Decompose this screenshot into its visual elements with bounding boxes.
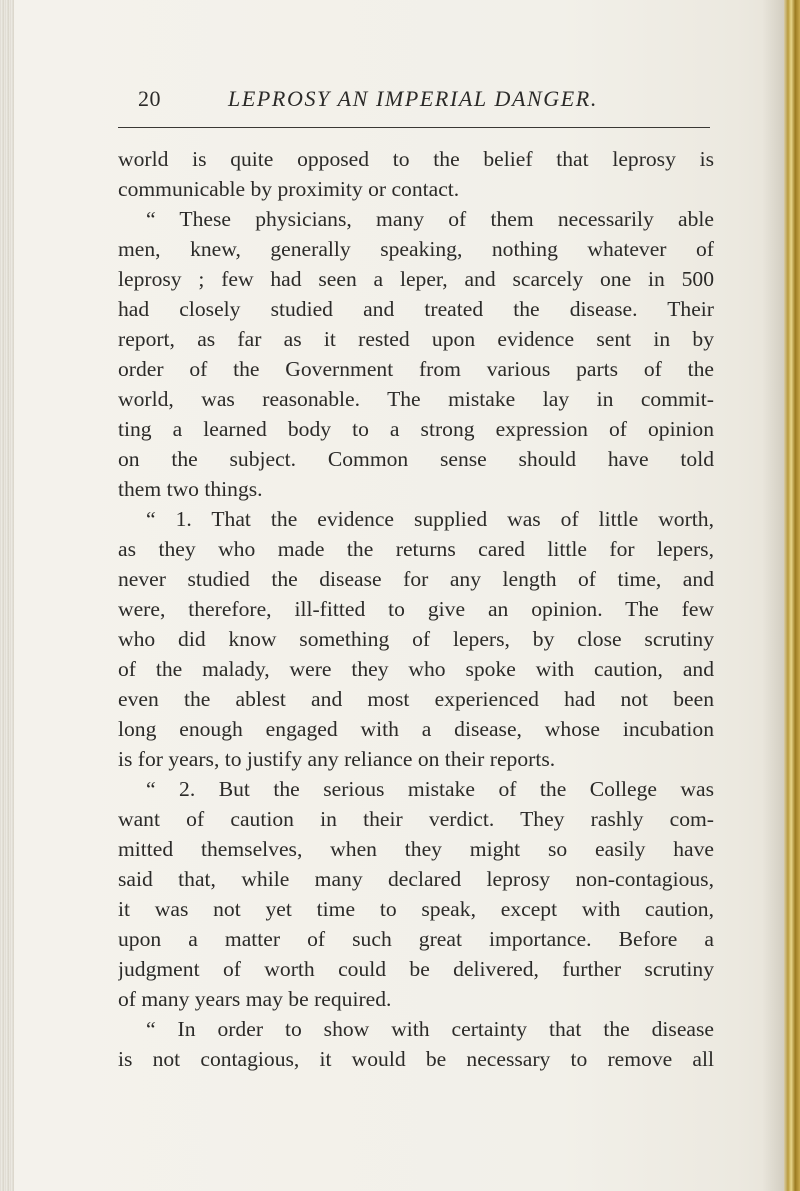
text-line: communicable by proximity or contact.: [118, 177, 460, 201]
text-line: ting a learned body to a strong expression of opinion: [118, 417, 714, 441]
running-title: LEPROSY AN IMPERIAL DANGER.: [228, 86, 598, 111]
binding-edge: [0, 0, 14, 1191]
text-line: on the subject. Common sense should have told: [118, 447, 714, 471]
page-curl-shadow: [762, 0, 784, 1191]
body-text: [118, 144, 714, 1074]
gilt-fore-edge: [784, 0, 800, 1191]
text-line: men, knew, generally speaking, nothing whatever of: [118, 237, 714, 261]
header-rule: [118, 127, 710, 128]
text-line: them two things.: [118, 477, 263, 501]
text-line: said that, while many declared leprosy non-contagious,: [118, 867, 714, 891]
text-line: “ 1. That the evidence supplied was of little worth,: [146, 507, 714, 531]
running-header: [138, 86, 718, 116]
text-line: “ 2. But the serious mistake of the College was: [146, 777, 714, 801]
text-line: never studied the disease for any length of time, and: [118, 567, 714, 591]
text-line: “ In order to show with certainty that the disease: [146, 1017, 714, 1041]
text-line: were, therefore, ill-fitted to give an opinion. The few: [118, 597, 714, 621]
text-line: order of the Government from various parts of the: [118, 357, 714, 381]
text-line: of the malady, were they who spoke with caution, and: [118, 657, 714, 681]
text-line: “ These physicians, many of them necessarily able: [146, 207, 714, 231]
text-line: leprosy ; few had seen a leper, and scarcely one in 500: [118, 267, 714, 291]
text-line: want of caution in their verdict. They rashly com-: [118, 807, 714, 831]
text-line: it was not yet time to speak, except with caution,: [118, 897, 714, 921]
text-line: upon a matter of such great importance. Before a: [118, 927, 714, 951]
text-line: report, as far as it rested upon evidence sent in by: [118, 327, 714, 351]
text-line: of many years may be required.: [118, 987, 392, 1011]
text-line: long enough engaged with a disease, whose incubation: [118, 717, 714, 741]
text-line: even the ablest and most experienced had not been: [118, 687, 714, 711]
text-line: world is quite opposed to the belief that leprosy is: [118, 147, 714, 171]
text-line: who did know something of lepers, by close scrutiny: [118, 627, 714, 651]
text-line: world, was reasonable. The mistake lay in commit-: [118, 387, 714, 411]
page-number: 20: [138, 86, 161, 111]
text-line: judgment of worth could be delivered, further scrutiny: [118, 957, 714, 981]
text-line: as they who made the returns cared little for lepers,: [118, 537, 714, 561]
text-line: is for years, to justify any reliance on their reports.: [118, 747, 556, 771]
text-line: is not contagious, it would be necessary to remove all: [118, 1047, 714, 1071]
text-line: had closely studied and treated the disease. Their: [118, 297, 714, 321]
text-line: mitted themselves, when they might so easily have: [118, 837, 714, 861]
